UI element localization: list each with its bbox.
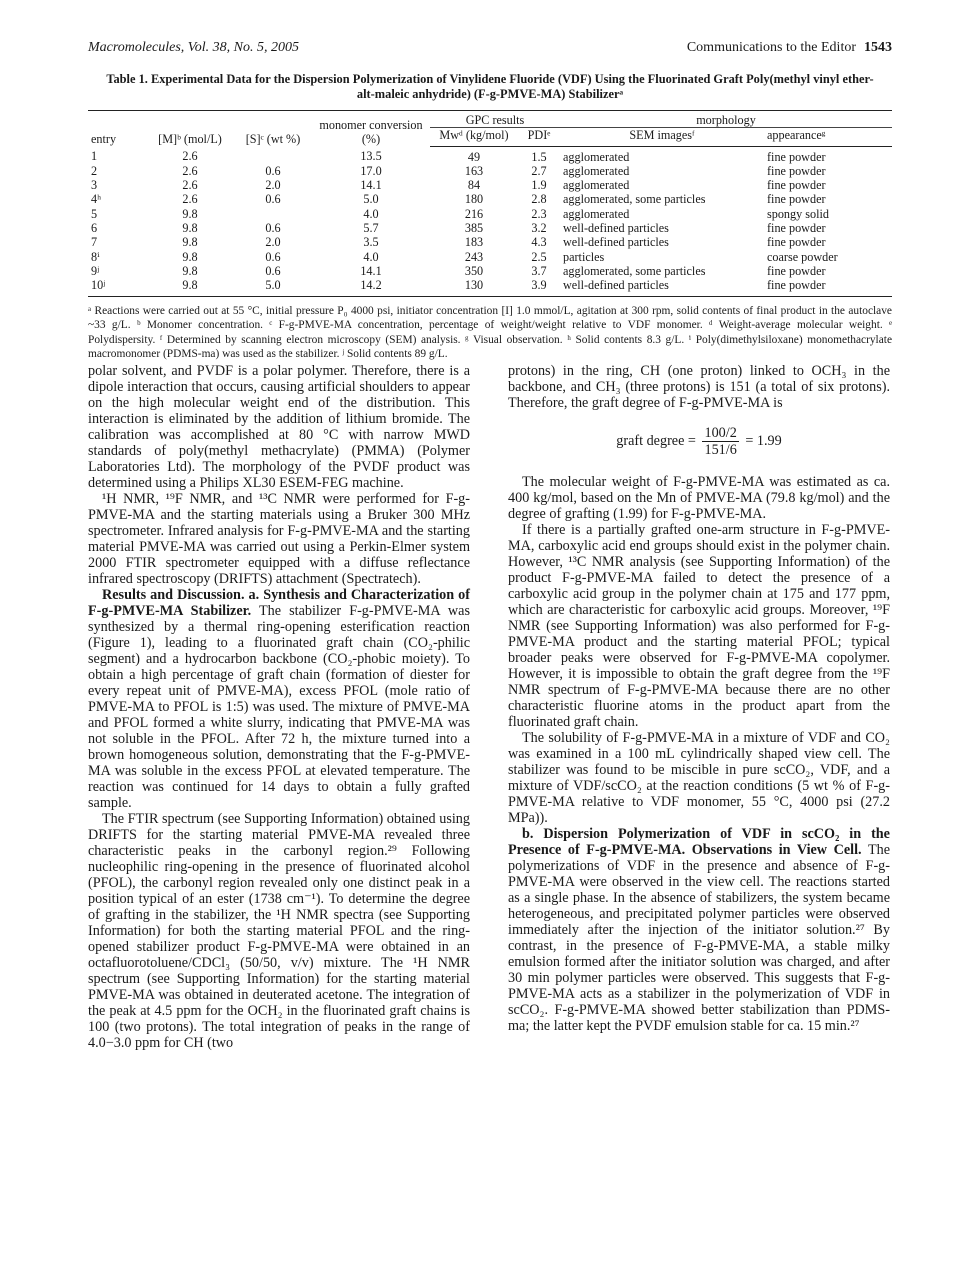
section-heading: b. Dispersion Polymerization of VDF in scCO₂ in the Presence of F-g-PMVE-MA. Observations in View Cell.	[508, 826, 890, 858]
table-cell: 14.1	[360, 263, 382, 278]
table-cell: 14.2	[312, 278, 430, 296]
table-cell: fine powder	[767, 149, 826, 164]
table-cell	[234, 207, 312, 221]
table-cell: 5.0	[234, 278, 312, 296]
table-cell: 2.6	[182, 192, 198, 207]
column-header: SEM imagesᶠ	[560, 128, 764, 146]
header-right	[687, 40, 892, 56]
table-cell: 0.6	[265, 263, 281, 278]
paragraph-text: The stabilizer F-g-PMVE-MA was synthesized by a thermal ring-opening esterification reaction (Figure 1), leading to a fluorinated graft chain (CO₂-philic segment) and a hydrocarbon backbone (CO₂-phobic moiety). To obtain a high percentage of graft chain (formation of diester for every repeat unit of PMVE-MA), excess PFOL (mole ratio of PMVE-MA to PFOL is 1:5) was used. The mixture of PMVE-MA and PFOL formed a white slurry, indicating that PMVE-MA was not soluble in the PFOL. After 72 h, the mixture turned into a brown homogeneous solution, demonstrating that the F-g-PMVE-MA was soluble in the excess PFOL at elevated temperature. The reaction was continued for 14 days to obtain a fully grafted sample.	[88, 603, 470, 811]
table-cell: 163	[464, 163, 484, 178]
table-cell: 4ʰ	[91, 192, 102, 207]
table-body	[88, 146, 892, 296]
table-cell: 5.7	[363, 221, 379, 236]
table-cell: 4.3	[531, 235, 547, 250]
table-cell: 49	[467, 149, 481, 164]
table-cell: 2.7	[531, 163, 547, 178]
table-row	[88, 250, 892, 264]
table-cell: 3.9	[518, 278, 560, 296]
table-cell: 385	[464, 221, 484, 236]
table-footnote: ᵃ Reactions were carried out at 55 °C, initial pressure P₀ 4000 psi, initiator concentration [I] 1.0 mmol/L, agitation at 300 rpm, solid contents of final product in the autoclave ~33 g/L. ᵇ Monomer concentration. ᶜ F-g-PMVE-MA concentration, percentage of weight/weight relative to VDF monomer. ᵈ Weight-average molecular weight. ᵉ Polydispersity. ᶠ Determined by scanning electron microscopy (SEM) analysis. ᵍ Visual observation. ʰ Solid contents 8.3 g/L. ⁱ Poly(dimethylsiloxane) monomethacrylate macromonomer (PDMS-ma) was used as the stabilizer. ʲ Solid contents 89 g/L.	[88, 305, 892, 360]
equation-rhs: = 1.99	[745, 432, 782, 449]
table-cell: particles	[563, 249, 605, 264]
paragraph: ¹H NMR, ¹⁹F NMR, and ¹³C NMR were performed for F-g-PMVE-MA and the starting materials using a Bruker 300 MHz spectrometer. Infrared analysis for F-g-PMVE-MA and the starting material PMVE-MA was carried out using a Perkin-Elmer system 2000 FTIR spectrometer equipped with a diffuse reflectance infrared spectroscopy (DRIFTS) attachment (Spectratech).	[88, 491, 470, 587]
table-cell: 9.8	[182, 221, 198, 236]
column-header: [M]ᵇ (mol/L)	[146, 111, 234, 147]
table-cell: agglomerated	[563, 206, 630, 221]
table-row	[88, 207, 892, 221]
table-row	[88, 164, 892, 178]
table-cell: 5.0	[363, 192, 379, 207]
table-row	[88, 235, 892, 249]
table-cell: 2.6	[182, 178, 198, 193]
table-row	[88, 221, 892, 235]
table-cell: 2.6	[182, 163, 198, 178]
table-cell: agglomerated	[563, 149, 630, 164]
group-header-morphology: morphology	[560, 111, 892, 128]
table-cell	[234, 146, 312, 164]
table-cell: 350	[464, 263, 484, 278]
table-cell: 4.0	[363, 206, 379, 221]
page-number: 1543	[864, 40, 892, 55]
left-column	[88, 363, 470, 1051]
table-cell: 0.6	[265, 192, 281, 207]
paragraph	[88, 587, 470, 811]
table-cell: agglomerated	[563, 163, 630, 178]
table-cell: 7	[91, 235, 98, 250]
column-header: Mwᵈ (kg/mol)	[430, 128, 518, 146]
table-row	[88, 178, 892, 192]
table-cell: coarse powder	[767, 249, 838, 264]
table-cell: well-defined particles	[563, 221, 669, 236]
table-row	[88, 146, 892, 164]
table-cell: 0.6	[265, 249, 281, 264]
column-header: entry	[88, 111, 146, 147]
table-cell: 1.9	[531, 178, 547, 193]
table-cell: 6	[91, 221, 98, 236]
table-cell: 0.6	[265, 221, 281, 236]
paragraph: The FTIR spectrum (see Supporting Information) obtained using DRIFTS for the starting material PMVE-MA revealed three characteristic peaks in the carbonyl region.²⁹ Following nucleophilic ring-opening in the presence of fluorinated alcohol (PFOL), the carbonyl region revealed only one distinct peak in a position typical of an ester (1738 cm⁻¹). To determine the degree of grafting in the stabilizer, the ¹H NMR spectra (see Supporting Information) for both the starting material PFOL and the ring-opened stabilizer product F-g-PMVE-MA were obtained in an octafluorotoluene/CDCl₃ (50/50, v/v) mixture. The ¹H NMR spectrum (see Supporting Information) for the starting material PMVE-MA was obtained in deuterated acetone. The integration of the peak at 4.5 ppm for the OCH₂ in the fluorinated graft chains is 100 (two protons). The total integration of peaks in the range of 4.0−3.0 ppm for CH (two	[88, 811, 470, 1051]
table-cell: 9.8	[182, 263, 198, 278]
table-cell: 4.0	[363, 249, 379, 264]
table-cell: 130	[430, 278, 518, 296]
table-cell: 3.5	[363, 235, 379, 250]
equation-lhs: graft degree =	[616, 432, 696, 449]
table-row	[88, 192, 892, 206]
table-cell: 2.5	[531, 249, 547, 264]
table-cell: 2.6	[182, 149, 198, 164]
table-cell: fine powder	[767, 235, 826, 250]
paragraph	[508, 826, 890, 1034]
table-cell: 3	[91, 178, 98, 193]
table-cell: 183	[464, 235, 484, 250]
table-cell: well-defined particles	[563, 235, 669, 250]
table-cell: 84	[467, 178, 481, 193]
column-header: PDIᵉ	[518, 128, 560, 146]
table-cell: 180	[464, 192, 484, 207]
table-row	[88, 264, 892, 278]
table-caption: Table 1. Experimental Data for the Dispersion Polymerization of Vinylidene Fluoride (VDF) Using the Fluorinated Graft Poly(methyl vinyl ether-alt-maleic anhydride) (F-g-PMVE-MA) Stabilizerᵃ	[106, 72, 874, 101]
table-cell: agglomerated, some particles	[563, 263, 706, 278]
paragraph: polar solvent, and PVDF is a polar polymer. Therefore, there is a dipole interaction that occurs, causing artificial shoulders to appear on the high molecular weight end of the distribution. This interaction is eliminated by the addition of lithium bromide. The calibration was accomplished at 80 °C with narrow MWD standards of poly(methyl methacrylate) (PMMA) (Polymer Laboratories Ltd). The morphology of the PVDF product was determined using a Philips XL30 ESEM-FEG machine.	[88, 363, 470, 491]
paragraph: protons) in the ring, CH (one proton) linked to OCH₃ in the backbone, and CH₃ (three protons) is 151 (a total of six protons). Therefore, the graft degree of F-g-PMVE-MA is	[508, 363, 890, 411]
table-cell: agglomerated, some particles	[563, 192, 706, 207]
table-cell: 9.8	[182, 206, 198, 221]
table-cell: 8ⁱ	[91, 249, 100, 264]
table-cell: 3.2	[531, 221, 547, 236]
table-cell: fine powder	[767, 178, 826, 193]
table-cell: 13.5	[360, 149, 382, 164]
table-cell: 5	[91, 206, 98, 221]
group-header-gpc: GPC results	[430, 111, 560, 128]
table-cell: fine powder	[767, 221, 826, 236]
table-cell: fine powder	[767, 163, 826, 178]
table-cell: 2.0	[265, 178, 281, 193]
paragraph: The solubility of F-g-PMVE-MA in a mixture of VDF and CO₂ was examined in a 100 mL cylindrically shaped view cell. The stabilizer was found to be miscible in pure scCO₂, VDF, and a mixture of VDF/scCO₂ at the reaction conditions (5 wt % of F-g-PMVE-MA relative to VDF monomer, 55 °C, 4000 psi (27.2 MPa)).	[508, 730, 890, 826]
table-cell: 1	[91, 149, 98, 164]
table-cell: spongy solid	[767, 206, 829, 221]
equation-numerator: 100/2	[704, 425, 737, 441]
table-cell: 0.6	[265, 163, 281, 178]
section-name: Communications to the Editor	[686, 40, 856, 55]
paragraph-text: The polymerizations of VDF in the presence and absence of F-g-PMVE-MA were observed in the view cell. The reactions started as a single phase. In the absence of stabilizers, the system became heterogeneous, and precipitated polymer particles were observed immediately after the injection of the initiator solution.²⁷ By contrast, in the presence of F-g-PMVE-MA, a stable milky emulsion formed after the initiator solution was charged, and after 30 min polymer particles were observed. This suggests that F-g-PMVE-MA acts as a stabilizer in the polymerization of VDF in scCO₂. F-g-PMVE-MA showed better stabilization than PDMS-ma; the latter kept the PVDF emulsion stable for ca. 15 min.²⁷	[508, 842, 890, 1034]
table-cell: 2.8	[531, 192, 547, 207]
table-cell: 2.3	[531, 206, 547, 221]
running-header	[88, 40, 892, 60]
table-cell: 2	[91, 163, 98, 178]
column-header: [S]ᶜ (wt %)	[234, 111, 312, 147]
table-cell: 9.8	[182, 249, 198, 264]
section-heading: Results and Discussion. a. Synthesis and Characterization of F-g-PMVE-MA Stabilizer.	[88, 587, 470, 619]
equation	[508, 425, 890, 458]
table-cell: 2.0	[265, 235, 281, 250]
column-header: appearanceᵍ	[764, 128, 892, 146]
table-cell: fine powder	[767, 192, 826, 207]
right-column	[508, 363, 890, 1034]
table-cell: well-defined particles	[560, 278, 764, 296]
paragraph: If there is a partially grafted one-arm structure in F-g-PMVE-MA, carboxylic acid end groups should exist in the polymer chain. However, ¹³C NMR analysis (see Supporting Information) of the product F-g-PMVE-MA failed to detect the presence of a carboxylic acid group in the polymer chain at 175 and 177 ppm, which are characteristic for carboxylic acid groups. Moreover, ¹⁹F NMR (see Supporting Information) was also performed for F-g-PMVE-MA product and the starting material PFOL; typical broader peaks were observed for F-g-PMVE-MA copolymer. However, it is impossible to obtain the graft degree from the ¹⁹F NMR spectrum of F-g-PMVE-MA because there are no other characteristic fluorine atoms in the product apart from the fluorinated graft chain.	[508, 522, 890, 730]
equation-denominator: 151/6	[704, 442, 737, 458]
table-cell: 9ʲ	[91, 263, 99, 278]
table-cell: agglomerated	[563, 178, 630, 193]
table-cell: 10ʲ	[88, 278, 146, 296]
table-cell: fine powder	[764, 278, 892, 296]
table-cell: fine powder	[767, 263, 826, 278]
equation-fraction	[702, 425, 738, 458]
table-cell: 243	[464, 249, 484, 264]
table-cell: 17.0	[360, 163, 382, 178]
table-cell: 9.8	[182, 235, 198, 250]
table-row	[88, 278, 892, 296]
column-header: monomer conversion (%)	[312, 111, 430, 147]
table-cell: 1.5	[531, 149, 547, 164]
paragraph: The molecular weight of F-g-PMVE-MA was estimated as ca. 400 kg/mol, based on the Mn of PMVE-MA (79.8 kg/mol) and the degree of grafting (1.99) for F-g-PMVE-MA.	[508, 474, 890, 522]
table-cell: 3.7	[531, 263, 547, 278]
journal-citation: Macromolecules, Vol. 38, No. 5, 2005	[88, 40, 300, 55]
table-cell: 14.1	[360, 178, 382, 193]
table-cell: 9.8	[146, 278, 234, 296]
data-table	[88, 110, 892, 297]
table-cell: 216	[464, 206, 484, 221]
